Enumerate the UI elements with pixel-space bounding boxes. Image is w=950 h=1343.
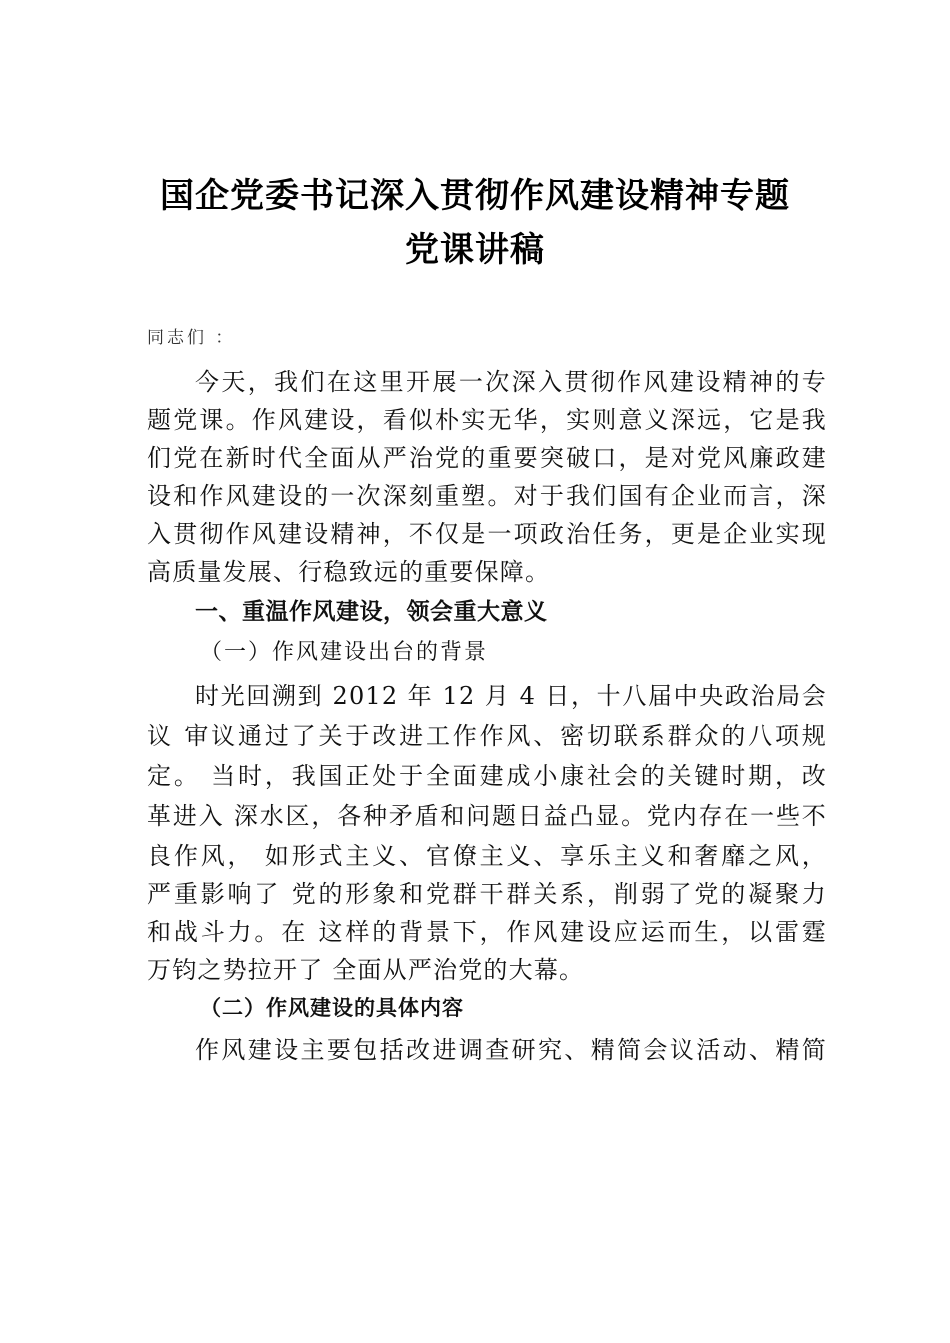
document-title-line-1: 国企党委书记深入贯彻作风建设精神专题: [160, 176, 790, 216]
subsection-heading-1: （一）作风建设出台的背景: [200, 640, 489, 665]
intro-line-4: 设和作风建设的一次深刻重塑。对于我们国有企业而言，深: [147, 482, 827, 510]
salutation: 同志们 ：: [147, 328, 236, 348]
intro-line-1: 今天，我们在这里开展一次深入贯彻作风建设精神的专: [195, 368, 827, 396]
sub1-line-2: 议 审议通过了关于改进工作作风、密切联系群众的八项规: [147, 722, 827, 750]
sub1-line-5: 良作风， 如形式主义、官僚主义、享乐主义和奢靡之风，: [147, 842, 827, 870]
sub1-line-3: 定。 当时，我国正处于全面建成小康社会的关键时期，改: [147, 762, 827, 790]
sub1-line-6: 严重影响了 党的形象和党群干群关系，削弱了党的凝聚力: [147, 880, 827, 908]
sub1-line-8: 万钧之势拉开了 全面从严治党的大幕。: [147, 956, 585, 984]
subsection-heading-2: （二）作风建设的具体内容: [200, 996, 464, 1020]
document-title-line-2: 党课讲稿: [405, 230, 545, 270]
section-heading-1: 一、重温作风建设，领会重大意义: [195, 599, 548, 625]
intro-line-6: 高质量发展、行稳致远的重要保障。: [147, 558, 551, 586]
sub1-line-1: 时光回溯到 2012 年 12 月 4 日，十八届中央政治局会: [195, 682, 827, 710]
sub2-line-1: 作风建设主要包括改进调查研究、精简会议活动、精简: [195, 1036, 827, 1064]
sub1-line-4: 革进入 深水区，各种矛盾和问题日益凸显。党内存在一些不: [147, 802, 827, 830]
intro-line-3: 们党在新时代全面从严治党的重要突破口，是对党风廉政建: [147, 444, 827, 472]
sub1-line-7: 和战斗力。在 这样的背景下，作风建设应运而生，以雷霆: [147, 918, 827, 946]
intro-line-5: 入贯彻作风建设精神，不仅是一项政治任务，更是企业实现: [147, 520, 827, 548]
intro-line-2: 题党课。作风建设，看似朴实无华，实则意义深远，它是我: [147, 406, 827, 434]
